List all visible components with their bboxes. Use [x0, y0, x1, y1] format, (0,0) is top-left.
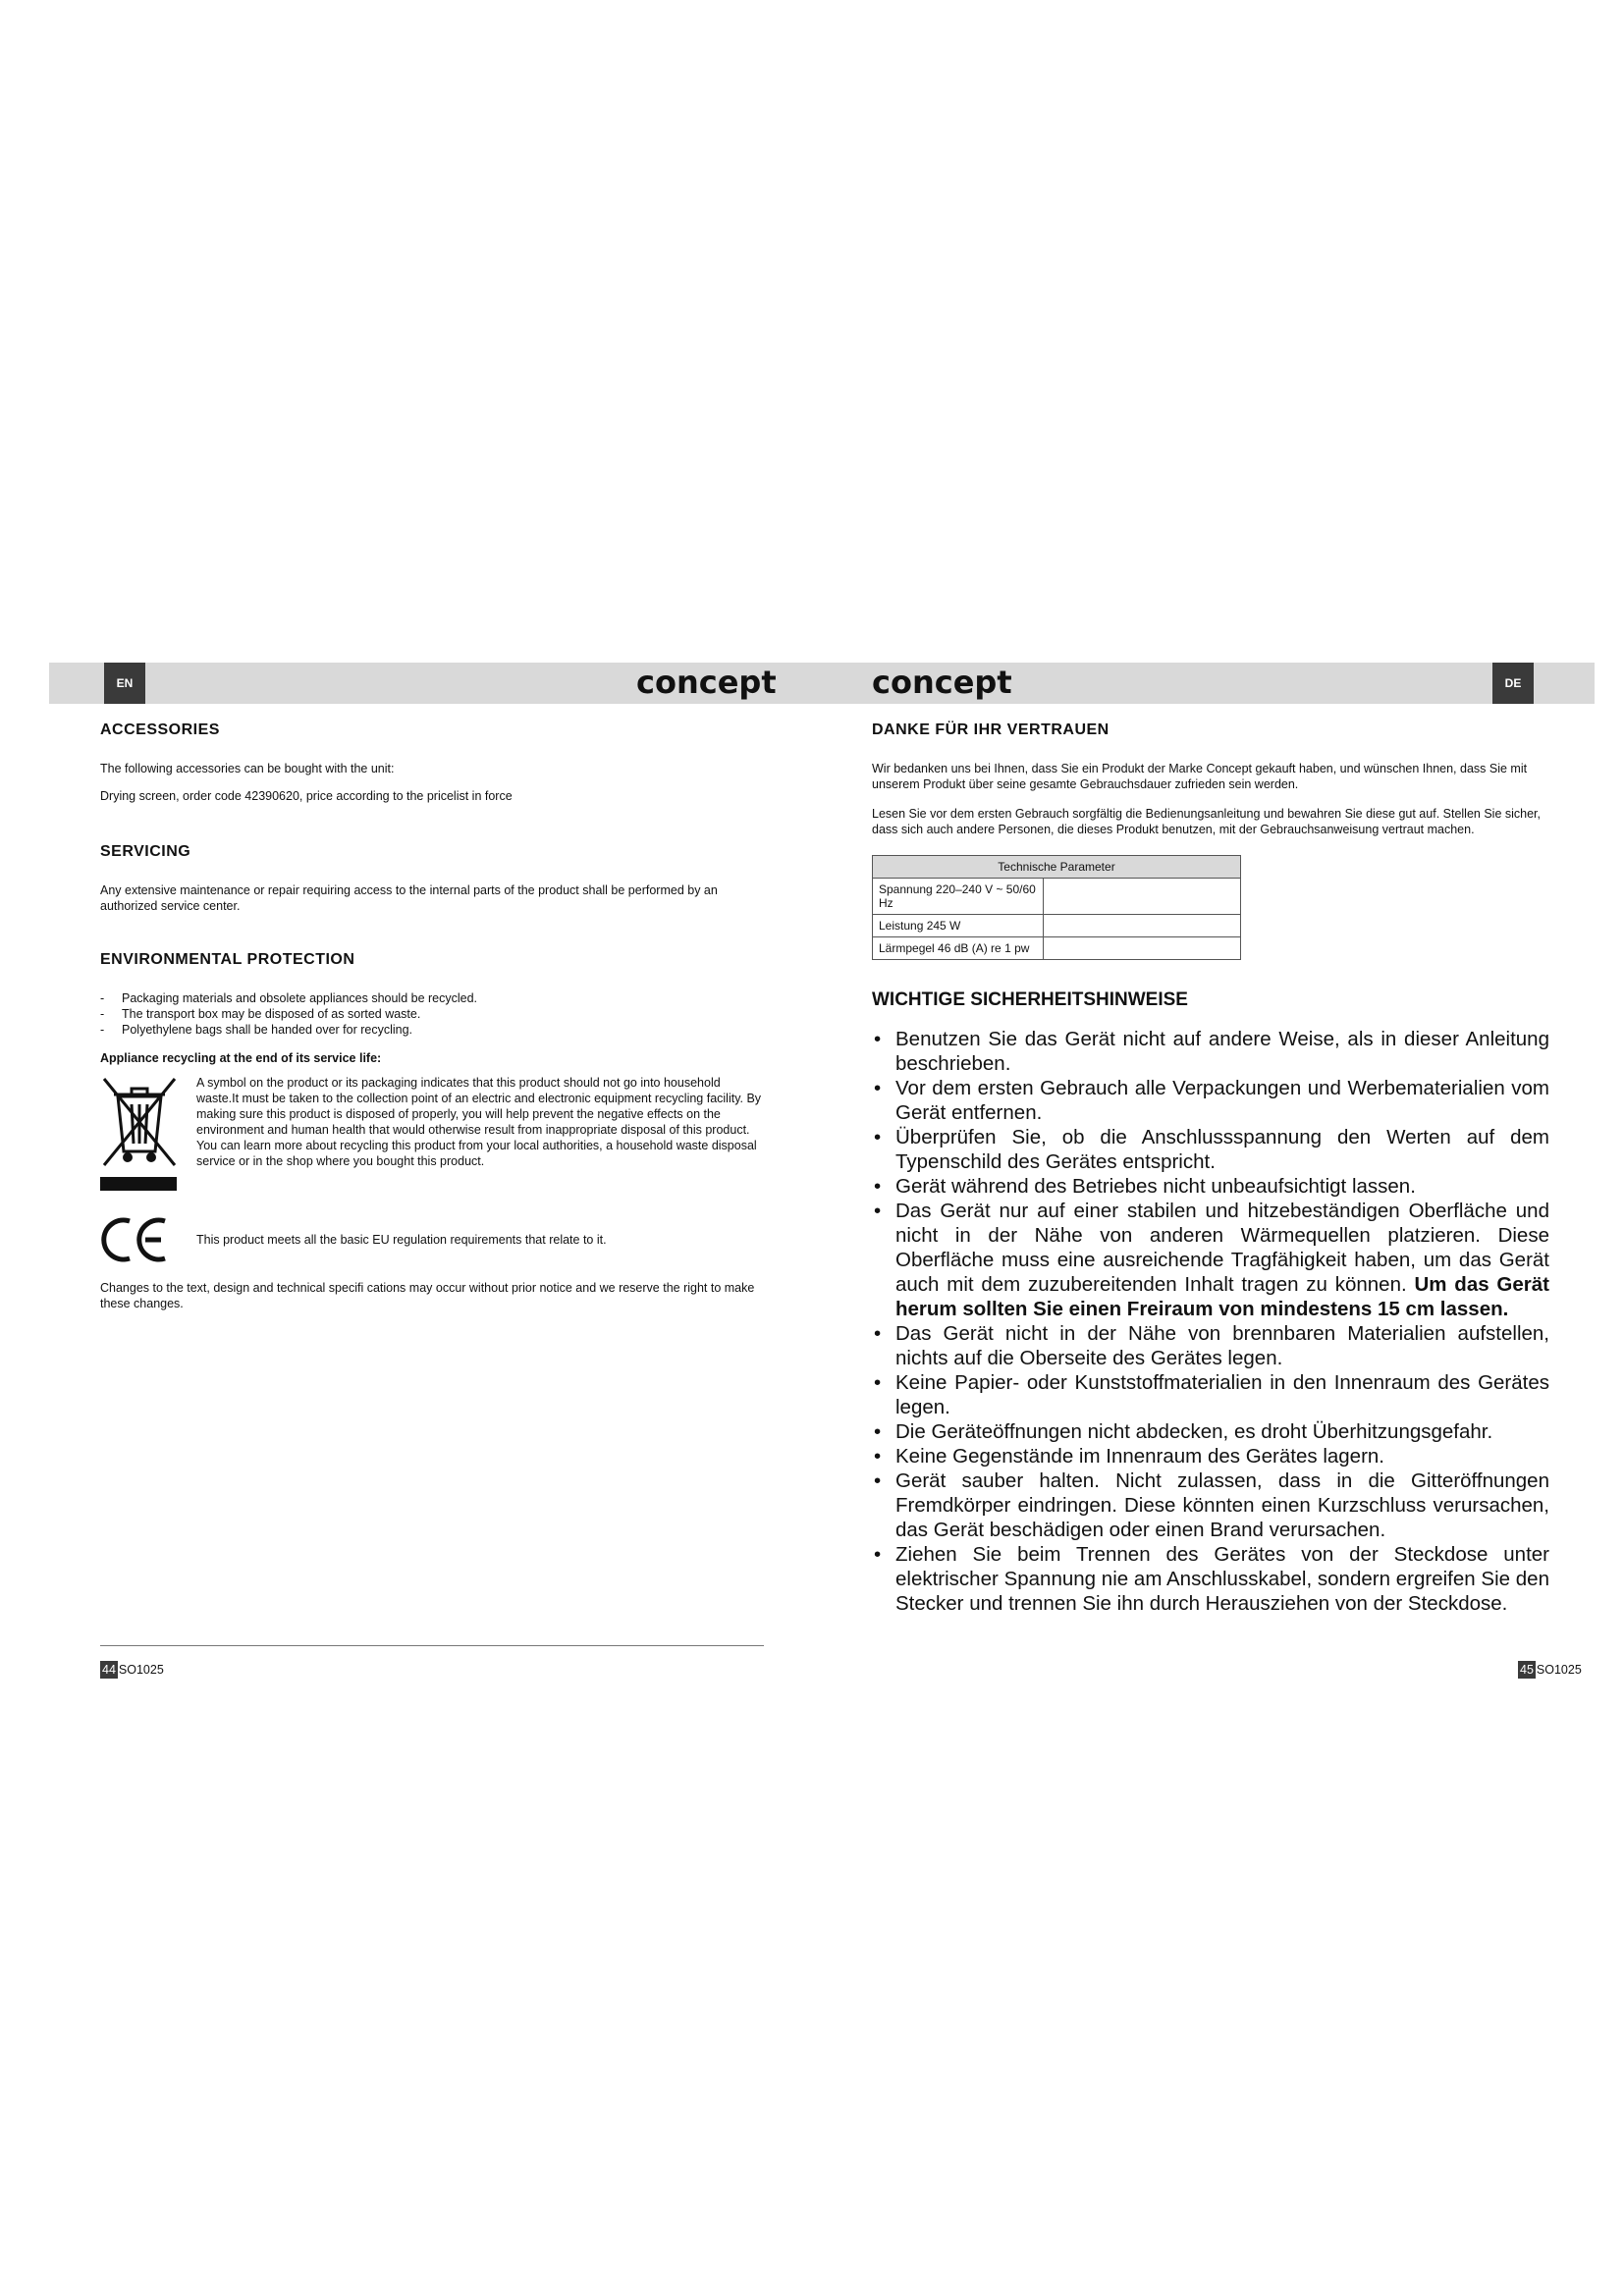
footer-right — [1518, 1661, 1582, 1679]
list-item: • Benutzen Sie das Gerät nicht auf andere Weise, als in dieser Anleitung beschrieben. — [872, 1027, 1549, 1076]
recycling-block — [100, 1075, 764, 1198]
accessories-intro: The following accessories can be bought with the unit: — [100, 762, 395, 775]
surface-text: Das Gerät nur auf einer stabilen und hitzebeständigen Oberfläche und nicht in der Nähe von anderen Wärmequellen platzieren. Diese Oberfläche muss eine ausreichende Tragfähigkeit haben, um das Gerät auch mit dem zuzubereitenden Inhalt tragen zu können. — [895, 1200, 1549, 1296]
table-cell — [1044, 915, 1241, 937]
list-item: • Gerät während des Betriebes nicht unbeaufsichtigt lassen. — [872, 1174, 1549, 1199]
table-cell: Lärmpegel 46 dB (A) re 1 pw — [873, 937, 1044, 960]
table-row — [873, 879, 1241, 915]
safety-list — [872, 1027, 1549, 1616]
page-right — [872, 721, 1549, 1616]
list-item: • Die Geräteöffnungen nicht abdecken, es droht Überhitzungsgefahr. — [872, 1419, 1549, 1444]
ce-text: This product meets all the basic EU regulation requirements that relate to it. — [196, 1233, 607, 1247]
recycling-subheading: Appliance recycling at the end of its service life: — [100, 1051, 382, 1065]
language-tab-en: EN — [104, 663, 145, 704]
thanks-paragraph-1: Wir bedanken uns bei Ihnen, dass Sie ein Produkt der Marke Concept gekauft haben, und wünschen Ihnen, dass Sie mit unserem Produkt über seine gesamte Gebrauchsdauer zufrieden sein werden. — [872, 762, 1528, 791]
servicing-heading: SERVICING — [100, 843, 191, 860]
thanks-paragraph-2: Lesen Sie vor dem ersten Gebrauch sorgfältig die Bedienungsanleitung und bewahren Sie diese gut auf. Stellen Sie sicher, dass sich auch andere Personen, die dieses Produkt benutzen, mit der Gebrauchsanweisung vertraut machen. — [872, 807, 1541, 836]
list-item: • Keine Papier- oder Kunststoffmaterialien in den Innenraum des Gerätes legen. — [872, 1370, 1549, 1419]
footer-left — [100, 1661, 164, 1679]
language-tab-de: DE — [1492, 663, 1534, 704]
concept-logo-left: concept — [636, 664, 777, 701]
page-number: 44 — [102, 1663, 116, 1677]
table-cell — [1044, 879, 1241, 915]
environment-list — [100, 990, 764, 1038]
footer-divider-left — [100, 1645, 764, 1646]
model-code: SO1025 — [118, 1663, 164, 1677]
list-item: • Ziehen Sie beim Trennen des Gerätes von der Steckdose unter elektrischer Spannung nie am Anschlusskabel, sondern ergreifen Sie den Stecker und trennen Sie ihn durch Herausziehen von der Steckdose. — [872, 1542, 1549, 1616]
list-item: - Packaging materials and obsolete appliances should be recycled. — [100, 990, 764, 1006]
safety-heading: WICHTIGE SICHERHEITSHINWEISE — [872, 989, 1188, 1010]
ce-mark-icon — [100, 1215, 169, 1264]
accessories-item: Drying screen, order code 42390620, price according to the pricelist in force — [100, 789, 513, 803]
model-code: SO1025 — [1536, 1663, 1582, 1677]
list-item: - The transport box may be disposed of as sorted waste. — [100, 1006, 764, 1022]
list-item: • Überprüfen Sie, ob die Anschlussspannung den Werten auf dem Typenschild des Gerätes entspricht. — [872, 1125, 1549, 1174]
list-item: • Vor dem ersten Gebrauch alle Verpackungen und Werbematerialien vom Gerät entfernen. — [872, 1076, 1549, 1125]
table-cell — [1044, 937, 1241, 960]
table-cell: Leistung 245 W — [873, 915, 1044, 937]
recycling-text: A symbol on the product or its packaging indicates that this product should not go into household waste.It must be taken to the collection point of an electric and electronic equipment recycling facility. By making sure this product is disposed of properly, you will help prevent the negative effects on the environment and human health that would otherwise result from inappropriate disposal of this product. You can learn more about recycling this product from your local authorities, a household waste disposal service or in the shop where you bought this product. — [196, 1076, 762, 1168]
list-item: - Polyethylene bags shall be handed over for recycling. — [100, 1022, 764, 1038]
technical-parameters-table — [872, 855, 1241, 960]
list-item: • Gerät sauber halten. Nicht zulassen, dass in die Gitteröffnungen Fremdkörper eindringen. Diese könnten einen Kurzschluss verursachen, das Gerät beschädigen oder einen Brand verursachen. — [872, 1468, 1549, 1542]
ce-block — [100, 1215, 764, 1264]
header-bar — [49, 663, 1595, 704]
table-row — [873, 915, 1241, 937]
crossed-bin-icon — [100, 1075, 179, 1198]
servicing-text: Any extensive maintenance or repair requiring access to the internal parts of the product shall be performed by an authorized service center. — [100, 883, 718, 913]
accessories-heading: ACCESSORIES — [100, 721, 220, 738]
table-row — [873, 937, 1241, 960]
environment-heading: ENVIRONMENTAL PROTECTION — [100, 951, 355, 968]
changes-text: Changes to the text, design and technical specifi cations may occur without prior notice and we reserve the right to make these changes. — [100, 1281, 755, 1310]
list-item — [872, 1199, 1549, 1321]
table-header: Technische Parameter — [873, 856, 1241, 879]
thanks-heading: DANKE FÜR IHR VERTRAUEN — [872, 721, 1110, 738]
table-cell: Spannung 220–240 V ~ 50/60 Hz — [873, 879, 1044, 915]
concept-logo-right: concept — [872, 664, 1012, 701]
page-number: 45 — [1520, 1663, 1534, 1677]
list-item: • Keine Gegenstände im Innenraum des Gerätes lagern. — [872, 1444, 1549, 1468]
surface-bold-text: Um das Gerät herum sollten Sie einen Freiraum von mindestens 15 cm lassen. — [895, 1273, 1549, 1320]
list-item: • Das Gerät nicht in der Nähe von brennbaren Materialien aufstellen, nichts auf die Oberseite des Gerätes legen. — [872, 1321, 1549, 1370]
page-left — [100, 721, 764, 1323]
